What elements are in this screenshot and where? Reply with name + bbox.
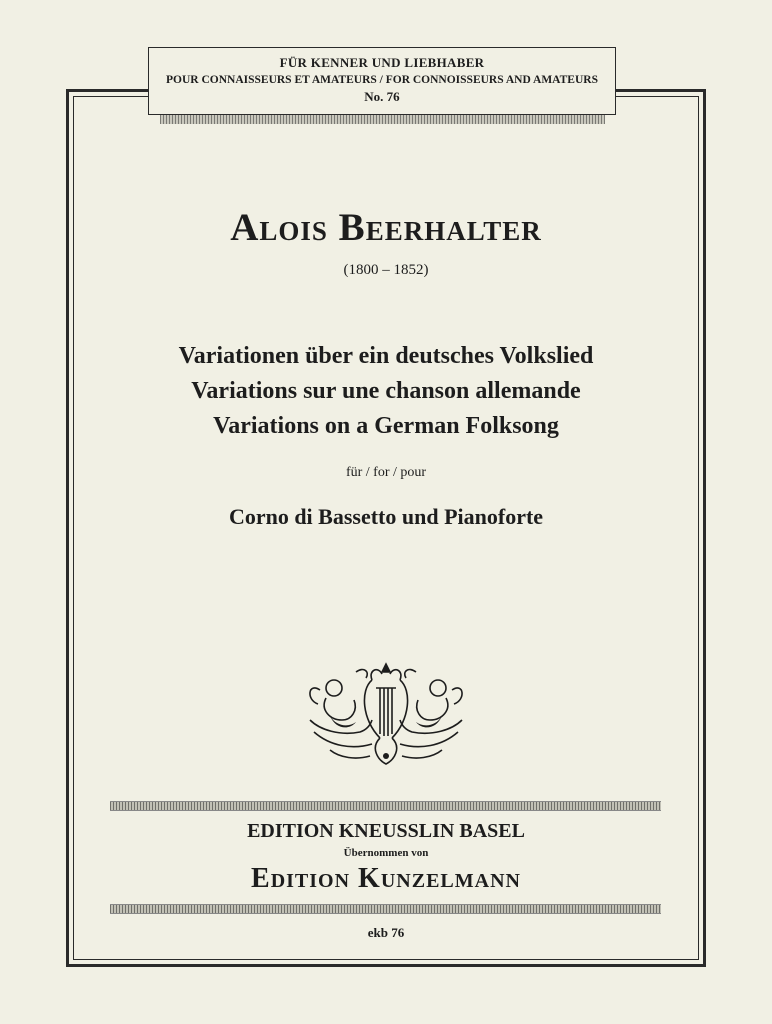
series-number: No. 76 xyxy=(364,89,400,104)
for-label: für / for / pour xyxy=(345,465,427,480)
divider-bottom xyxy=(110,904,661,914)
series-subtitle: POUR CONNAISSEURS ET AMATEURS / FOR CONNOISSEURS AND AMATEURS xyxy=(166,74,598,86)
title-french: Variations sur une chanson allemande xyxy=(191,378,581,404)
title-english: Variations on a German Folksong xyxy=(213,413,559,439)
series-title: FÜR KENNER UND LIEBHABER xyxy=(279,55,485,70)
publisher-name: EDITION KNEUSSLIN BASEL xyxy=(247,820,525,842)
divider-top xyxy=(110,801,661,811)
successor-publisher: Edition Kunzelmann xyxy=(251,863,521,894)
instrumentation: Corno di Bassetto und Pianoforte xyxy=(228,504,544,529)
composer-dates: (1800 – 1852) xyxy=(343,262,429,278)
title-german: Variationen über ein deutsches Volkslied xyxy=(178,343,594,369)
lyre-with-cherubs-ornament-icon xyxy=(300,660,472,768)
series-box-shadow xyxy=(160,115,605,124)
composer-name: Alois Beerhalter xyxy=(230,206,542,249)
taken-over-label: Übernommen von xyxy=(343,847,429,859)
catalog-number: ekb 76 xyxy=(367,925,405,940)
series-label-box xyxy=(148,47,616,115)
